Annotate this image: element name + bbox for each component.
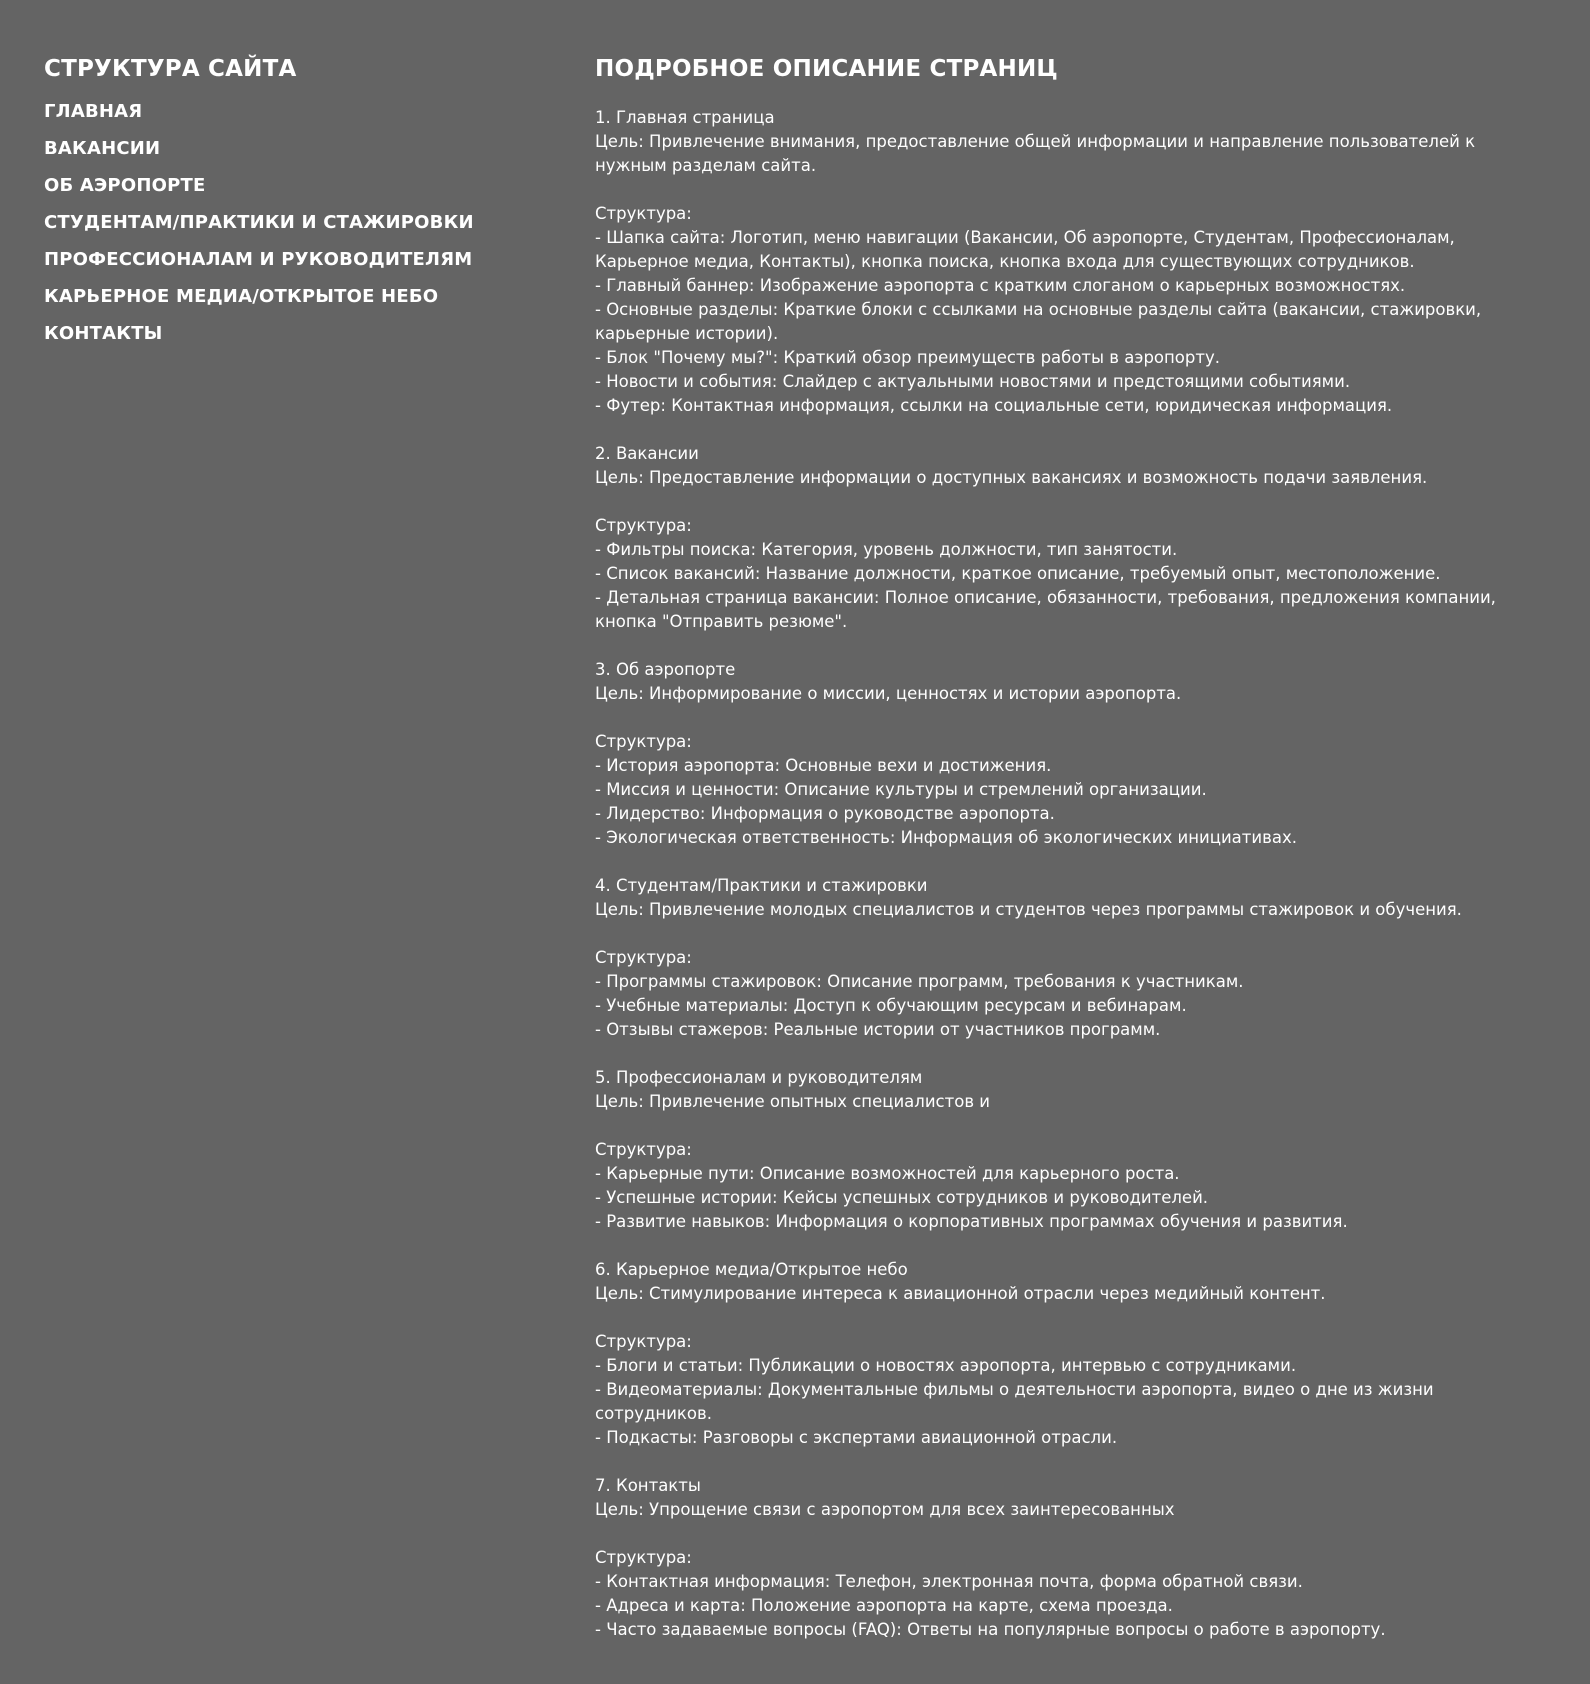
section-structure-label: Структура: — [595, 1548, 692, 1567]
section-structure-item: - Адреса и карта: Положение аэропорта на карте, схема проезда. — [595, 1596, 1173, 1615]
site-structure-title: СТРУКТУРА САЙТА — [44, 56, 297, 82]
section-structure-item: - Программы стажировок: Описание программ, требования к участникам. — [595, 972, 1244, 991]
section-structure-item: - Блоги и статьи: Публикации о новостях аэропорта, интервью с сотрудниками. — [595, 1356, 1297, 1375]
section-structure-item: - Лидерство: Информация о руководстве аэропорта. — [595, 804, 1055, 823]
section-structure-item: - Карьерные пути: Описание возможностей для карьерного роста. — [595, 1164, 1180, 1183]
nav-item-home[interactable]: ГЛАВНАЯ — [44, 101, 143, 122]
site-structure-column — [44, 52, 544, 359]
section-structure-item: - История аэропорта: Основные вехи и достижения. — [595, 756, 1052, 775]
section-structure-label: Структура: — [595, 516, 692, 535]
section-structure-item: - Контактная информация: Телефон, электронная почта, форма обратной связи. — [595, 1572, 1303, 1591]
section-structure-label: Структура: — [595, 948, 692, 967]
page-section — [595, 1258, 1545, 1450]
section-goal: Цель: Привлечение внимания, предоставление общей информации и направление пользователей к нужным разделам сайта. — [595, 132, 1476, 175]
section-structure-item: - Часто задаваемые вопросы (FAQ): Ответы на популярные вопросы о работе в аэропорту. — [595, 1620, 1386, 1639]
nav-item-professionals[interactable]: ПРОФЕССИОНАЛАМ И РУКОВОДИТЕЛЯМ — [44, 249, 473, 270]
section-heading: 1. Главная страница — [595, 108, 775, 127]
section-structure-item: - Основные разделы: Краткие блоки с ссылками на основные разделы сайта (вакансии, стажировки, карьерные истории). — [595, 300, 1482, 343]
section-structure-item: - Подкасты: Разговоры с экспертами авиационной отрасли. — [595, 1428, 1118, 1447]
page-description-sections — [595, 106, 1545, 1642]
page-description-title: ПОДРОБНОЕ ОПИСАНИЕ СТРАНИЦ — [595, 56, 1058, 82]
section-structure-item: - Экологическая ответственность: Информация об экологических инициативах. — [595, 828, 1297, 847]
section-structure-item: - Развитие навыков: Информация о корпоративных программах обучения и развития. — [595, 1212, 1348, 1231]
page-section — [595, 658, 1545, 850]
section-goal: Цель: Упрощение связи с аэропортом для всех заинтересованных — [595, 1500, 1175, 1519]
page-description-column — [595, 52, 1545, 1666]
section-structure-label: Структура: — [595, 1332, 692, 1351]
page-section — [595, 874, 1545, 1042]
section-heading: 7. Контакты — [595, 1476, 701, 1495]
page-section — [595, 442, 1545, 634]
section-structure-item: - Футер: Контактная информация, ссылки на социальные сети, юридическая информация. — [595, 396, 1393, 415]
section-structure-item: - Главный баннер: Изображение аэропорта с кратким слоганом о карьерных возможностях. — [595, 276, 1406, 295]
nav-item-about-airport[interactable]: ОБ АЭРОПОРТЕ — [44, 175, 206, 196]
section-goal: Цель: Информирование о миссии, ценностях и истории аэропорта. — [595, 684, 1182, 703]
section-structure-item: - Шапка сайта: Логотип, меню навигации (Вакансии, Об аэропорте, Студентам, Профессионалам, Карьерное медиа, Контакты), кнопка поиска, кнопка входа для существующих сотрудников. — [595, 228, 1455, 271]
site-structure-nav — [44, 100, 544, 346]
section-structure-item: - Успешные истории: Кейсы успешных сотрудников и руководителей. — [595, 1188, 1209, 1207]
section-heading: 2. Вакансии — [595, 444, 699, 463]
nav-item-students[interactable]: СТУДЕНТАМ/ПРАКТИКИ И СТАЖИРОВКИ — [44, 212, 474, 233]
section-goal: Цель: Стимулирование интереса к авиационной отрасли через медийный контент. — [595, 1284, 1326, 1303]
section-structure-label: Структура: — [595, 732, 692, 751]
section-structure-item: - Блок "Почему мы?": Краткий обзор преимуществ работы в аэропорту. — [595, 348, 1220, 367]
section-heading: 6. Карьерное медиа/Открытое небо — [595, 1260, 908, 1279]
page-section — [595, 106, 1545, 418]
page-section — [595, 1066, 1545, 1234]
section-heading: 5. Профессионалам и руководителям — [595, 1068, 923, 1087]
section-structure-item: - Фильтры поиска: Категория, уровень должности, тип занятости. — [595, 540, 1178, 559]
nav-item-contacts[interactable]: КОНТАКТЫ — [44, 323, 163, 344]
section-structure-item: - Учебные материалы: Доступ к обучающим ресурсам и вебинарам. — [595, 996, 1187, 1015]
section-structure-item: - Миссия и ценности: Описание культуры и стремлений организации. — [595, 780, 1207, 799]
section-structure-item: - Детальная страница вакансии: Полное описание, обязанности, требования, предложения компании, кнопка "Отправить резюме". — [595, 588, 1496, 631]
page-section — [595, 1474, 1545, 1642]
section-goal: Цель: Предоставление информации о доступных вакансиях и возможность подачи заявления. — [595, 468, 1428, 487]
nav-item-vacancies[interactable]: ВАКАНСИИ — [44, 138, 161, 159]
section-structure-item: - Список вакансий: Название должности, краткое описание, требуемый опыт, местоположение. — [595, 564, 1441, 583]
section-structure-item: - Новости и события: Слайдер с актуальными новостями и предстоящими событиями. — [595, 372, 1351, 391]
section-heading: 4. Студентам/Практики и стажировки — [595, 876, 928, 895]
section-goal: Цель: Привлечение опытных специалистов и — [595, 1092, 991, 1111]
section-heading: 3. Об аэропорте — [595, 660, 736, 679]
section-structure-item: - Отзывы стажеров: Реальные истории от участников программ. — [595, 1020, 1161, 1039]
section-structure-label: Структура: — [595, 1140, 692, 1159]
section-goal: Цель: Привлечение молодых специалистов и студентов через программы стажировок и обучения. — [595, 900, 1462, 919]
nav-item-career-media[interactable]: КАРЬЕРНОЕ МЕДИА/ОТКРЫТОЕ НЕБО — [44, 286, 439, 307]
section-structure-item: - Видеоматериалы: Документальные фильмы о деятельности аэропорта, видео о дне из жизни сотрудников. — [595, 1380, 1434, 1423]
section-structure-label: Структура: — [595, 204, 692, 223]
